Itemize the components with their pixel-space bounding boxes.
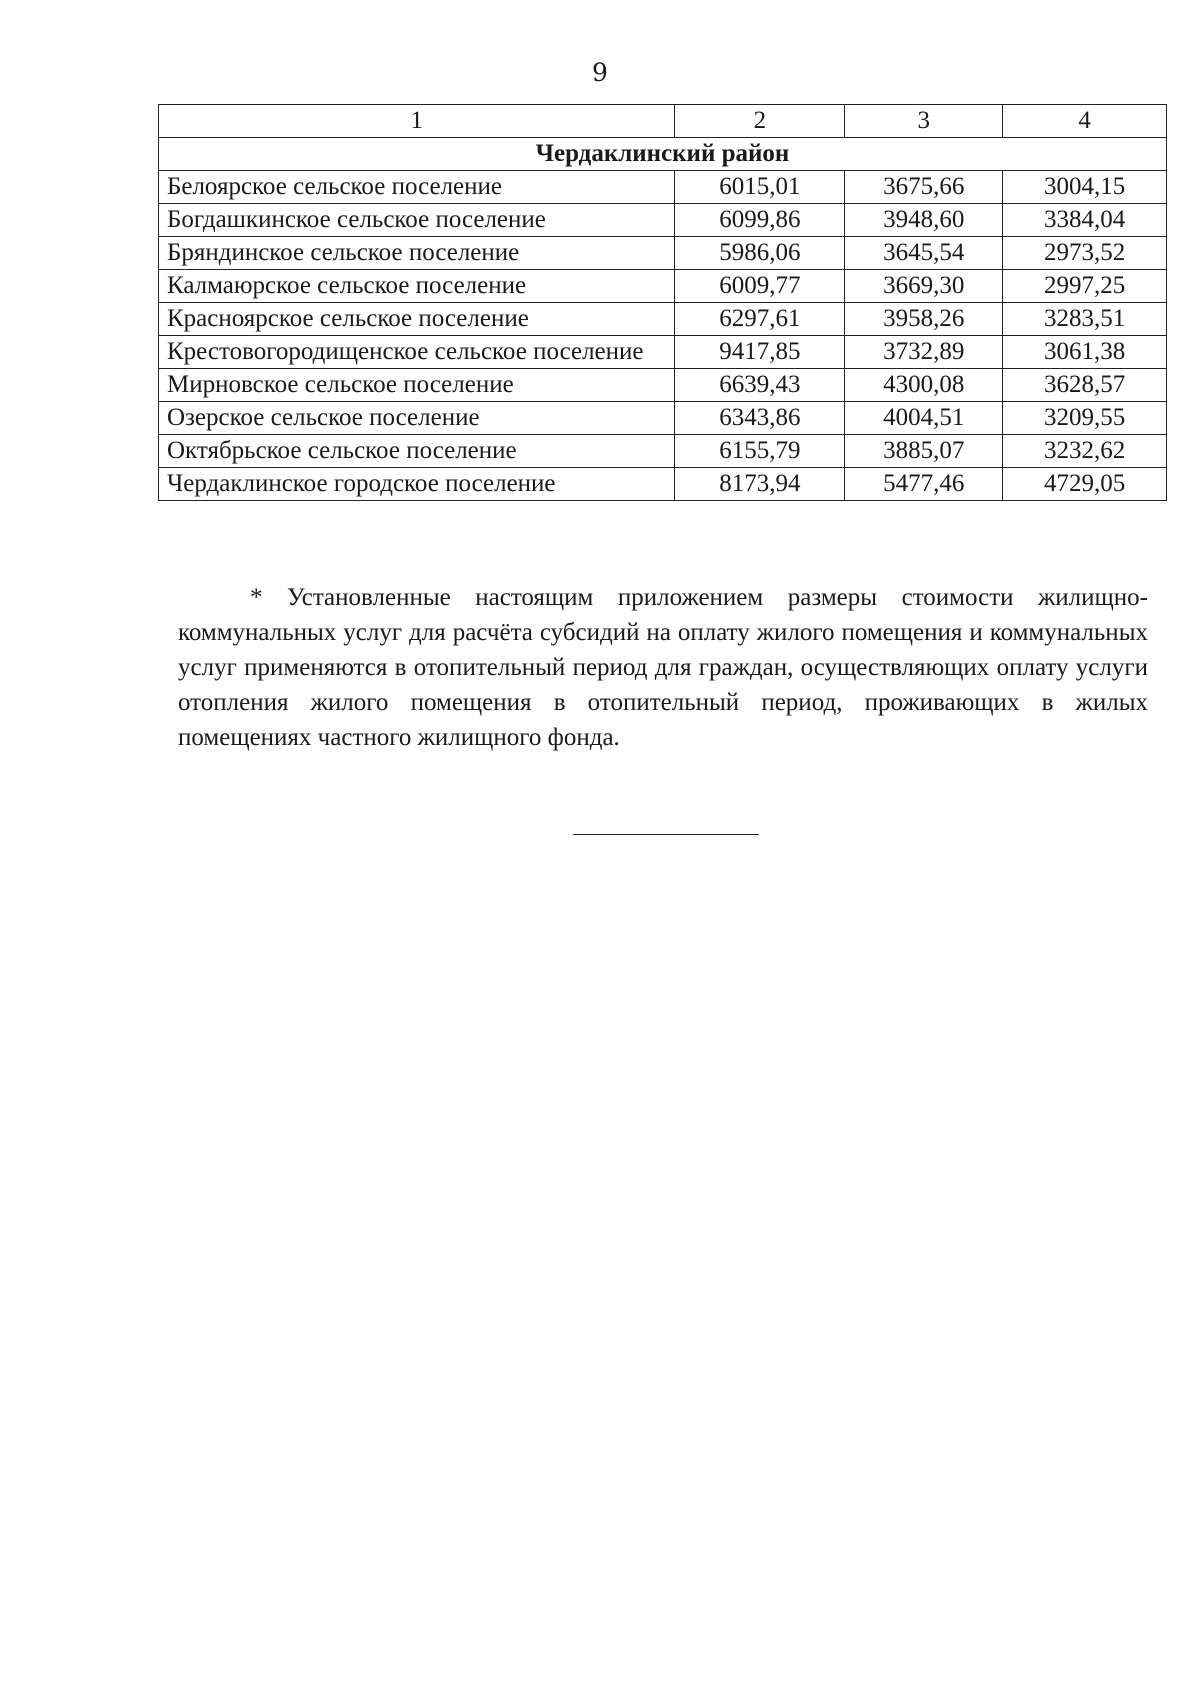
- page-number: 9: [592, 58, 608, 87]
- district-row: [159, 138, 1167, 171]
- value-col-2: 5986,06: [675, 237, 845, 270]
- value-col-3: 3669,30: [845, 270, 1003, 303]
- value-col-3: 4004,51: [845, 402, 1003, 435]
- table-row: [159, 303, 1167, 336]
- end-separator-line: [573, 834, 759, 835]
- value-col-4: 3384,04: [1003, 204, 1167, 237]
- table-header-row: [159, 105, 1167, 138]
- value-col-2: 6297,61: [675, 303, 845, 336]
- value-col-4: 3209,55: [1003, 402, 1167, 435]
- value-col-4: 2997,25: [1003, 270, 1167, 303]
- settlement-name: Калмаюрское сельское поселение: [159, 270, 675, 303]
- settlement-name: Богдашкинское сельское поселение: [159, 204, 675, 237]
- value-col-4: 3283,51: [1003, 303, 1167, 336]
- settlement-name: Мирновское сельское поселение: [159, 369, 675, 402]
- value-col-3: 4300,08: [845, 369, 1003, 402]
- value-col-3: 3732,89: [845, 336, 1003, 369]
- value-col-2: 6099,86: [675, 204, 845, 237]
- value-col-2: 6009,77: [675, 270, 845, 303]
- footnote: * Установленные настоящим приложением размеры стоимости жилищно-коммунальных услуг для расчёта субсидий на оплату жилого помещения и коммунальных услуг применяются в отопительный период для граждан, осуществляющих оплату услуги отопления жилого помещения в отопительный период, проживающих в жилых помещениях частного жилищного фонда.: [178, 584, 1148, 751]
- table-row: [159, 237, 1167, 270]
- value-col-4: 3628,57: [1003, 369, 1167, 402]
- column-header: 4: [1003, 105, 1167, 138]
- settlement-name: Белоярское сельское поселение: [159, 171, 675, 204]
- column-header: 2: [675, 105, 845, 138]
- value-col-3: 3948,60: [845, 204, 1003, 237]
- settlement-name: Крестовогородищенское сельское поселение: [159, 336, 675, 369]
- value-col-4: 2973,52: [1003, 237, 1167, 270]
- settlement-name: Октябрьское сельское поселение: [159, 435, 675, 468]
- cost-table: [158, 104, 1167, 501]
- settlement-name: Чердаклинское городское поселение: [159, 468, 675, 501]
- table-row: [159, 369, 1167, 402]
- value-col-2: 8173,94: [675, 468, 845, 501]
- settlement-name: Озерское сельское поселение: [159, 402, 675, 435]
- settlement-name: Красноярское сельское поселение: [159, 303, 675, 336]
- settlement-name: Бряндинское сельское поселение: [159, 237, 675, 270]
- column-header: 3: [845, 105, 1003, 138]
- value-col-4: 3232,62: [1003, 435, 1167, 468]
- value-col-3: 5477,46: [845, 468, 1003, 501]
- table-row: [159, 435, 1167, 468]
- value-col-4: 3061,38: [1003, 336, 1167, 369]
- value-col-3: 3958,26: [845, 303, 1003, 336]
- table-row: [159, 402, 1167, 435]
- value-col-2: 6015,01: [675, 171, 845, 204]
- column-header: 1: [159, 105, 675, 138]
- table-row: [159, 468, 1167, 501]
- table-row: [159, 270, 1167, 303]
- table-row: [159, 171, 1167, 204]
- district-name: Чердаклинский район: [159, 138, 1167, 171]
- table-row: [159, 336, 1167, 369]
- value-col-2: 6343,86: [675, 402, 845, 435]
- value-col-4: 3004,15: [1003, 171, 1167, 204]
- value-col-3: 3675,66: [845, 171, 1003, 204]
- value-col-2: 6155,79: [675, 435, 845, 468]
- value-col-3: 3645,54: [845, 237, 1003, 270]
- value-col-2: 9417,85: [675, 336, 845, 369]
- value-col-4: 4729,05: [1003, 468, 1167, 501]
- table-row: [159, 204, 1167, 237]
- value-col-3: 3885,07: [845, 435, 1003, 468]
- value-col-2: 6639,43: [675, 369, 845, 402]
